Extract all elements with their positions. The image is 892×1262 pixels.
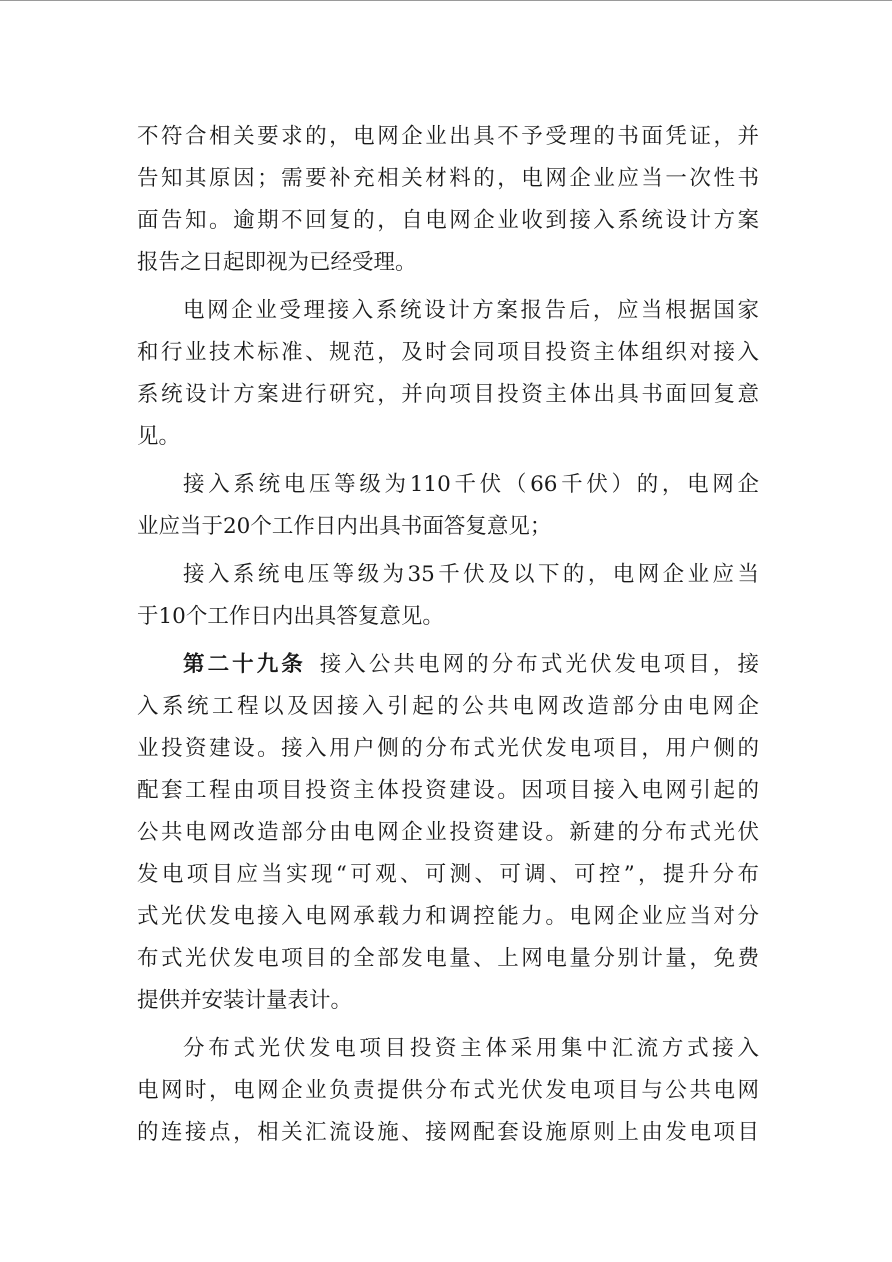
text-line: 报告之日起即视为已经受理。 [137,250,417,275]
text-line: 和行业技术标准、规范，及时会同项目投资主体组织对接入 [137,340,759,365]
paragraph-3 [137,464,759,548]
paragraph-2 [137,290,759,458]
article-text: 接入公共电网的分布式光伏发电项目，接 [316,652,759,677]
paragraph-6 [137,1028,759,1154]
text-line: 接入系统电压等级为110千伏（66千伏）的，电网企 [183,472,759,497]
text-line: 面告知。逾期不回复的，自电网企业收到接入系统设计方案 [137,208,759,233]
text-line: 不符合相关要求的，电网企业出具不予受理的书面凭证，并 [137,124,759,149]
text-line: 发电项目应当实现“可观、可测、可调、可控”，提升分布 [137,862,759,887]
text-line [137,644,759,686]
text-line: 配套工程由项目投资主体投资建设。因项目接入电网引起的 [137,778,759,803]
text-line: 见。 [137,424,181,449]
text-line: 电网企业受理接入系统设计方案报告后，应当根据国家 [183,298,759,323]
text-line: 告知其原因；需要补充相关材料的，电网企业应当一次性书 [137,166,759,191]
document-body [137,116,759,1160]
text-line: 分布式光伏发电项目投资主体采用集中汇流方式接入 [183,1036,759,1061]
text-line: 的连接点，相关汇流设施、接网配套设施原则上由发电项目 [137,1120,759,1145]
text-line: 于10个工作日内出具答复意见。 [137,604,444,629]
text-line: 公共电网改造部分由电网企业投资建设。新建的分布式光伏 [137,820,759,845]
text-line: 电网时，电网企业负责提供分布式光伏发电项目与公共电网 [137,1078,759,1103]
text-line: 系统设计方案进行研究，并向项目投资主体出具书面回复意 [137,382,759,407]
article-29 [137,644,759,1022]
text-line: 入系统工程以及因接入引起的公共电网改造部分由电网企 [137,694,759,719]
text-line: 业应当于20个工作日内出具书面答复意见； [137,514,552,539]
paragraph-4 [137,554,759,638]
text-line: 接入系统电压等级为35千伏及以下的，电网企业应当 [183,562,759,587]
paragraph-1 [137,116,759,284]
text-line: 布式光伏发电项目的全部发电量、上网电量分别计量，免费 [137,946,759,971]
article-heading: 第二十九条 [183,652,306,677]
text-line: 提供并安装计量表计。 [137,988,353,1013]
text-line: 业投资建设。接入用户侧的分布式光伏发电项目，用户侧的 [137,736,759,761]
text-line: 式光伏发电接入电网承载力和调控能力。电网企业应当对分 [137,904,759,929]
